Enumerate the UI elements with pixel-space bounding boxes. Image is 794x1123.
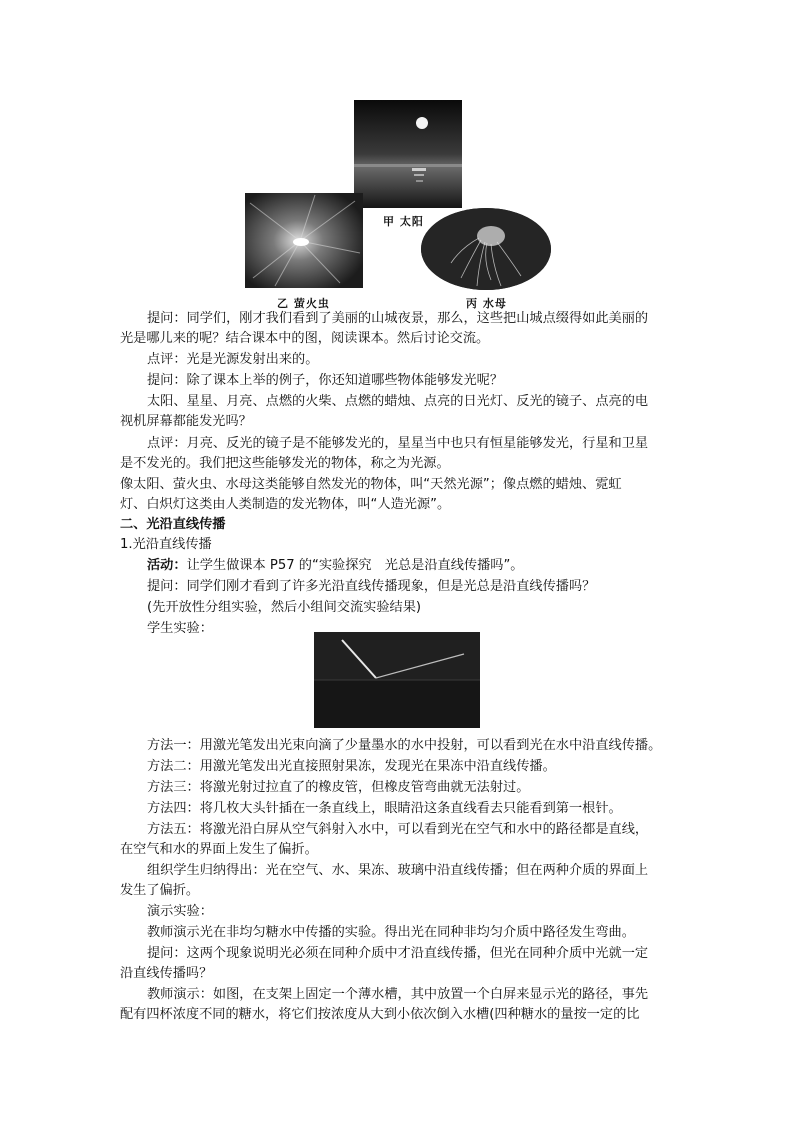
sun-photo [354,100,462,208]
method-5: 方法五：将激光沿白屏从空气斜射入水中，可以看到光在空气和水中的路径都是直线， [147,822,649,837]
sun-caption: 甲 太阳 [383,215,424,228]
paragraph-summary: 组织学生归纳得出：光在空气、水、果冻、玻璃中沿直线传播；但在两种介质的界面上 [147,863,649,878]
jellyfish-image [421,208,551,290]
paragraph-comment-2-cont: 是不发光的。我们把这些能够发光的物体，称之为光源。 [120,456,450,471]
paragraph-light-sources-cont: 灯、白炽灯这类由人类制造的发光物体，叫“人造光源”。 [120,497,451,512]
method-3: 方法三：将激光射过拉直了的橡皮管，但橡皮管弯曲就无法射过。 [147,780,530,795]
paragraph-question-4: 提问：这两个现象说明光必须在同种介质中才沿直线传播，但光在同种介质中光就一定 [147,946,649,961]
paragraph-examples: 太阳、星星、月亮、点燃的火柴、点燃的蜡烛、点亮的日光灯、反光的镜子、点亮的电 [147,394,649,409]
jellyfish-caption: 丙 水母 [466,297,507,310]
method-4: 方法四：将几枚大头针插在一条直线上，眼睛沿这条直线看去只能看到第一根针。 [147,801,622,816]
subsection-heading: 1.光沿直线传播 [120,537,212,552]
paragraph-activity [147,557,680,575]
paragraph-demo-label: 演示实验： [147,904,213,919]
section-heading: 二、光沿直线传播 [120,517,226,532]
paragraph-teacher-demo: 教师演示：如图，在支架上固定一个薄水槽，其中放置一个白屏来显示光的路径，事先 [147,987,649,1002]
firefly-photo [245,193,363,288]
method-5-cont: 在空气和水的界面上发生了偏折。 [120,842,318,857]
sun-image [354,100,462,208]
method-2: 方法二：用激光笔发出光直接照射果冻，发现光在果冻中沿直线传播。 [147,759,556,774]
paragraph-comment-2: 点评：月亮、反光的镜子是不能够发光的，星星当中也只有恒星能够发光，行星和卫星 [147,436,649,451]
paragraph-student-experiment: 学生实验： [147,621,213,636]
paragraph-summary-cont: 发生了偏折。 [120,883,200,898]
paragraph-examples-cont: 视机屏幕都能发光吗？ [120,414,252,429]
laser-photo [314,632,480,728]
paragraph-question-2: 提问：除了课本上举的例子，你还知道哪些物体能够发光呢？ [147,373,504,388]
laser-image [314,632,480,728]
paragraph-question-4-cont: 沿直线传播吗？ [120,966,213,981]
paragraph-question-3: 提问：同学们刚才看到了许多光沿直线传播现象，但是光总是沿直线传播吗？ [147,579,596,594]
activity-label: 活动： [147,558,187,573]
method-1: 方法一：用激光笔发出光束向滴了少量墨水的水中投射，可以看到光在水中沿直线传播。 [147,738,662,753]
paragraph-demo-sugar: 教师演示光在非均匀糖水中传播的实验。得出光在同种非均匀介质中路径发生弯曲。 [147,925,635,940]
paragraph-question-1-cont: 光是哪儿来的呢？结合课本中的图，阅读课本。然后讨论交流。 [120,331,490,346]
jellyfish-photo [421,208,551,290]
paragraph-light-sources: 像太阳、萤火虫、水母这类能够自然发光的物体，叫“天然光源”；像点燃的蜡烛、霓虹 [120,477,622,492]
paragraph-comment-1: 点评：光是光源发射出来的。 [147,352,319,367]
paragraph-note: (先开放性分组实验，然后小组间交流实验结果) [147,600,422,615]
paragraph-teacher-demo-cont: 配有四杯浓度不同的糖水，将它们按浓度从大到小依次倒入水槽(四种糖水的量按一定的比 [120,1007,640,1022]
activity-text: 让学生做课本 P57 的“实验探究 光总是沿直线传播吗”。 [186,558,524,573]
firefly-caption: 乙 萤火虫 [277,297,330,310]
firefly-image [245,193,363,288]
paragraph-question-1: 提问：同学们，刚才我们看到了美丽的山城夜景，那么，这些把山城点缀得如此美丽的 [147,311,649,326]
